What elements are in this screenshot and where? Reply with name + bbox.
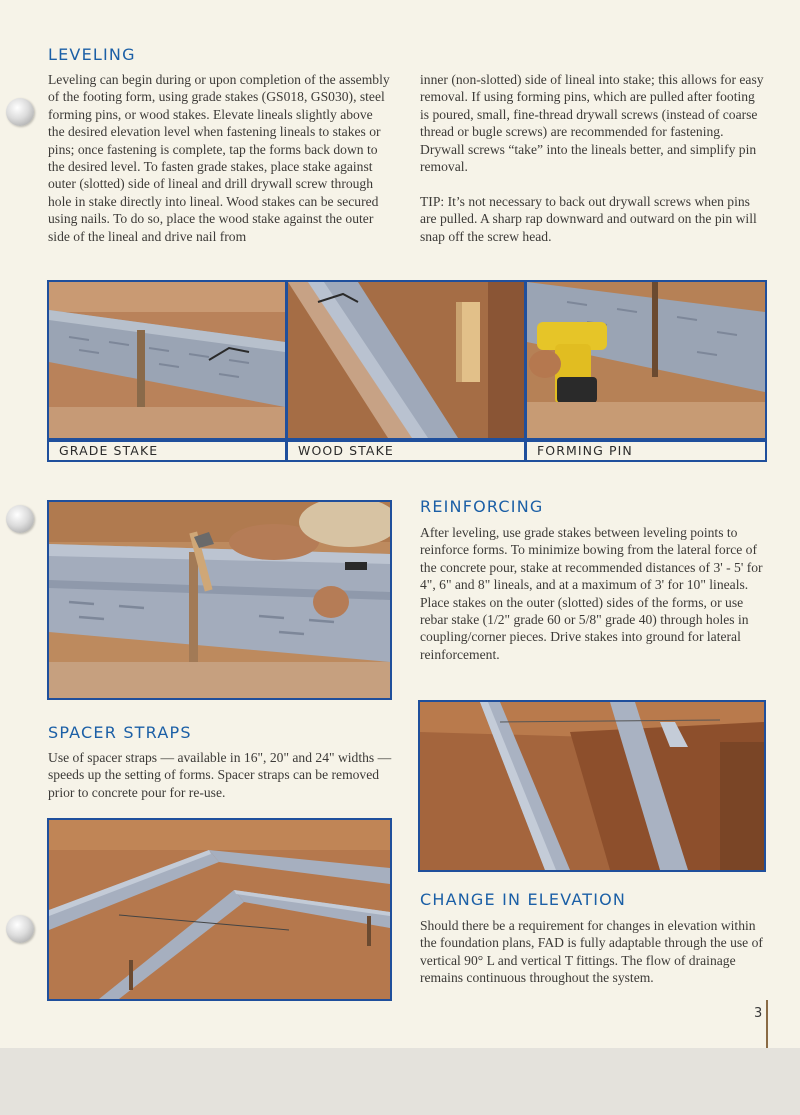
caption-wood-stake: WOOD STAKE bbox=[288, 442, 524, 460]
leveling-heading: LEVELING bbox=[48, 45, 136, 64]
punch-hole-top bbox=[6, 98, 34, 126]
forming-pin-photo bbox=[527, 282, 765, 438]
change-in-elevation-heading: CHANGE IN ELEVATION bbox=[420, 890, 627, 909]
page-number-rule bbox=[766, 1000, 768, 1048]
leveling-body-col1: Leveling can begin during or upon completion of the assembly of the footing form, using grade stakes (GS018, GS030), steel forming pins, or wood stakes. Elevate lineals slightly above the desired elevation level when fastening lineals to stakes or pins; once fastening is complete, tap the forms back down to the desired level. To fasten grade stakes, place stake against outer (slotted) side of lineal and drill drywall screw through hole in stake directly into lineal. Wood stakes can be secured using nails. To do so, place the wood stake against the outer side of the lineal and drive nail from bbox=[48, 72, 390, 244]
reinforcing-hammer-photo bbox=[49, 502, 390, 698]
wood-stake-photo bbox=[288, 282, 524, 438]
caption-grade-stake: GRADE STAKE bbox=[49, 442, 285, 460]
reinforcing-body: After leveling, use grade stakes between leveling points to reinforce forms. To minimize bowing from the lateral force of the concrete pour, stake at recommended distances of 3' - 5' for 4", 6" and 8" lineals, and at a maximum of 3' for 10" lineals. Place stakes on the outer (slotted) sides of the forms, or use rebar stake (1/2" grade 60 or 5/8" grade 40) through holes in coupling/corner pieces. Drive stakes into ground for lateral reinforcement. bbox=[420, 525, 763, 662]
punch-hole-middle bbox=[6, 505, 34, 533]
leveling-body-col2: inner (non-slotted) side of lineal into stake; this allows for easy removal. If using forming pins, which are pulled after footing is poured, small, fine-thread drywall screws (instead of coarse thread or bugle screws) are recommended for fastening. Drywall screws “take” into the lineals better, and simplify pin removal. bbox=[420, 72, 764, 175]
page-number: 3 bbox=[754, 1006, 763, 1021]
leveling-tip: TIP: It’s not necessary to back out drywall screws when pins are pulled. A sharp rap downward and outward on the pin will snap off the screw head. bbox=[420, 194, 757, 244]
punch-hole-bottom bbox=[6, 915, 34, 943]
spacer-straps-body: Use of spacer straps — available in 16", 20" and 24" widths — speeds up the setting of forms. Spacer straps can be removed prior to concrete pour for re-use. bbox=[48, 750, 392, 800]
scan-margin bbox=[0, 1048, 800, 1115]
change-in-elevation-body: Should there be a requirement for changes in elevation within the foundation plans, FAD is fully adaptable through the use of vertical 90° L and vertical T fittings. The flow of drainage remains continuous throughout the system. bbox=[420, 918, 763, 986]
reinforcing-heading: REINFORCING bbox=[420, 497, 544, 516]
caption-forming-pin: FORMING PIN bbox=[527, 442, 765, 460]
grade-stake-photo bbox=[49, 282, 285, 438]
spacer-straps-photo bbox=[49, 820, 390, 999]
change-in-elevation-photo bbox=[420, 702, 764, 870]
spacer-straps-heading: SPACER STRAPS bbox=[48, 723, 192, 742]
